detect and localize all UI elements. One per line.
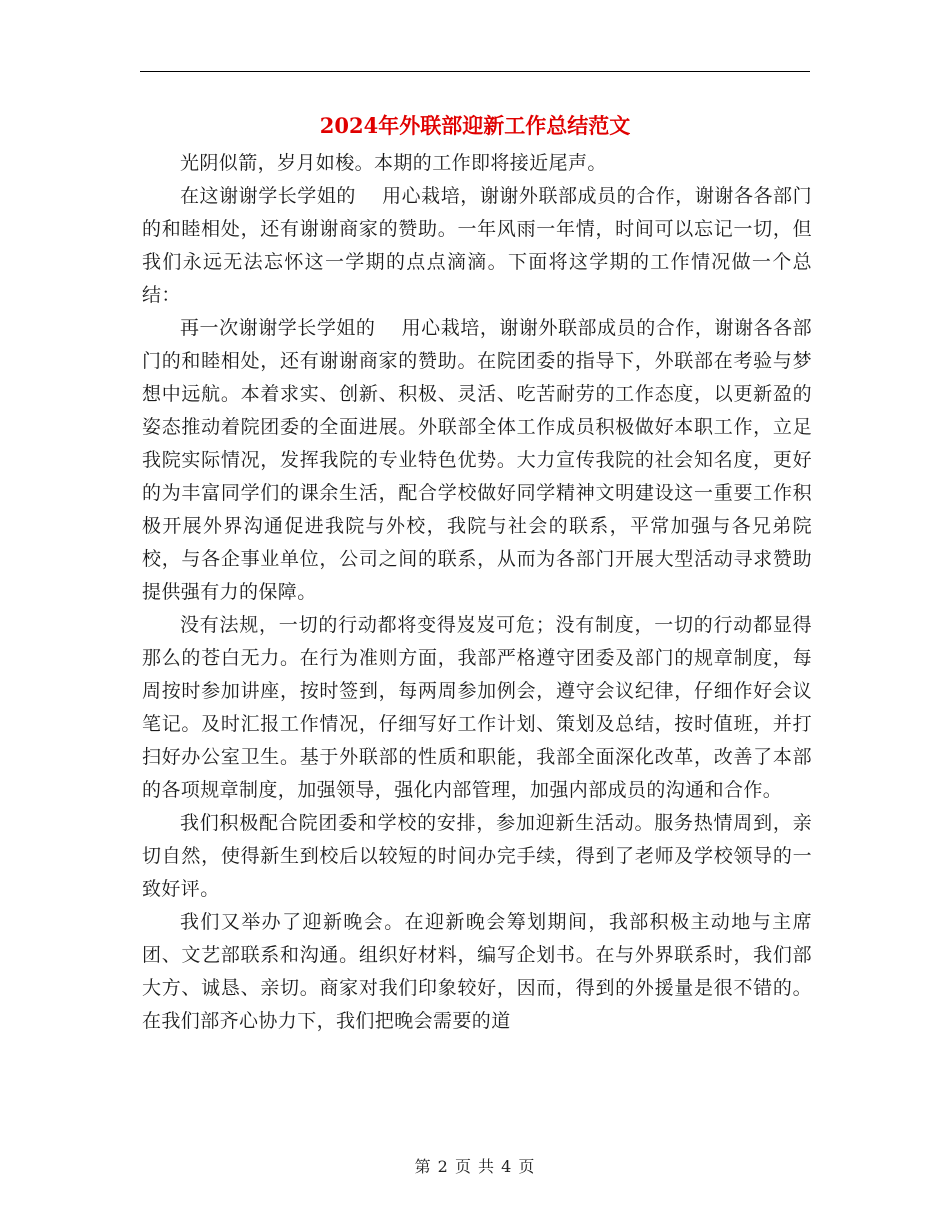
document-title: 2024年外联部迎新工作总结范文 [319,113,631,138]
paragraph: 我们积极配合院团委和学校的安排，参加迎新生活动。服务热情周到，亲切自然，使得新生到校后以较短的时间办完手续，得到了老师及学校领导的一致好评。 [142,812,812,900]
page-indicator: 第 2 页 共 4 页 [414,1157,536,1176]
paragraph: 在这谢谢学长学姐的 用心栽培，谢谢外联部成员的合作，谢谢各各部门的和睦相处，还有谢谢商家的赞助。一年风雨一年情，时间可以忘记一切，但我们永远无法忘怀这一学期的点点滴滴。下面将这学期的工作情况做一个总结： [142,185,812,306]
header-rule [140,71,810,72]
paragraph: 我们又举办了迎新晚会。在迎新晚会筹划期间，我部积极主动地与主席团、文艺部联系和沟通。组织好材料，编写企划书。在与外界联系时，我们部大方、诚恳、亲切。商家对我们印象较好，因而，得到的外援量是很不错的。在我们部齐心协力下，我们把晚会需要的道 [142,911,812,1032]
document-body [142,147,812,1038]
paragraph: 光阴似箭，岁月如梭。本期的工作即将接近尾声。 [180,152,607,174]
paragraph: 没有法规，一切的行动都将变得岌岌可危；没有制度，一切的行动都显得那么的苍白无力。在行为准则方面，我部严格遵守团委及部门的规章制度，每周按时参加讲座，按时签到，每两周参加例会，遵守会议纪律，仔细作好会议笔记。及时汇报工作情况，仔细写好工作计划、策划及总结，按时值班，并打扫好办公室卫生。基于外联部的性质和职能，我部全面深化改革，改善了本部的各项规章制度，加强领导，强化内部管理，加强内部成员的沟通和合作。 [142,614,812,801]
paragraph: 再一次谢谢学长学姐的 用心栽培，谢谢外联部成员的合作，谢谢各各部门的和睦相处，还有谢谢商家的赞助。在院团委的指导下，外联部在考验与梦想中远航。本着求实、创新、积极、灵活、吃苦耐劳的工作态度，以更新盈的姿态推动着院团委的全面进展。外联部全体工作成员积极做好本职工作，立足我院实际情况，发挥我院的专业特色优势。大力宣传我院的社会知名度，更好的为丰富同学们的课余生活，配合学校做好同学精神文明建设这一重要工作积极开展外界沟通促进我院与外校，我院与社会的联系，平常加强与各兄弟院校，与各企事业单位，公司之间的联系，从而为各部门开展大型活动寻求赞助提供强有力的保障。 [142,317,812,603]
